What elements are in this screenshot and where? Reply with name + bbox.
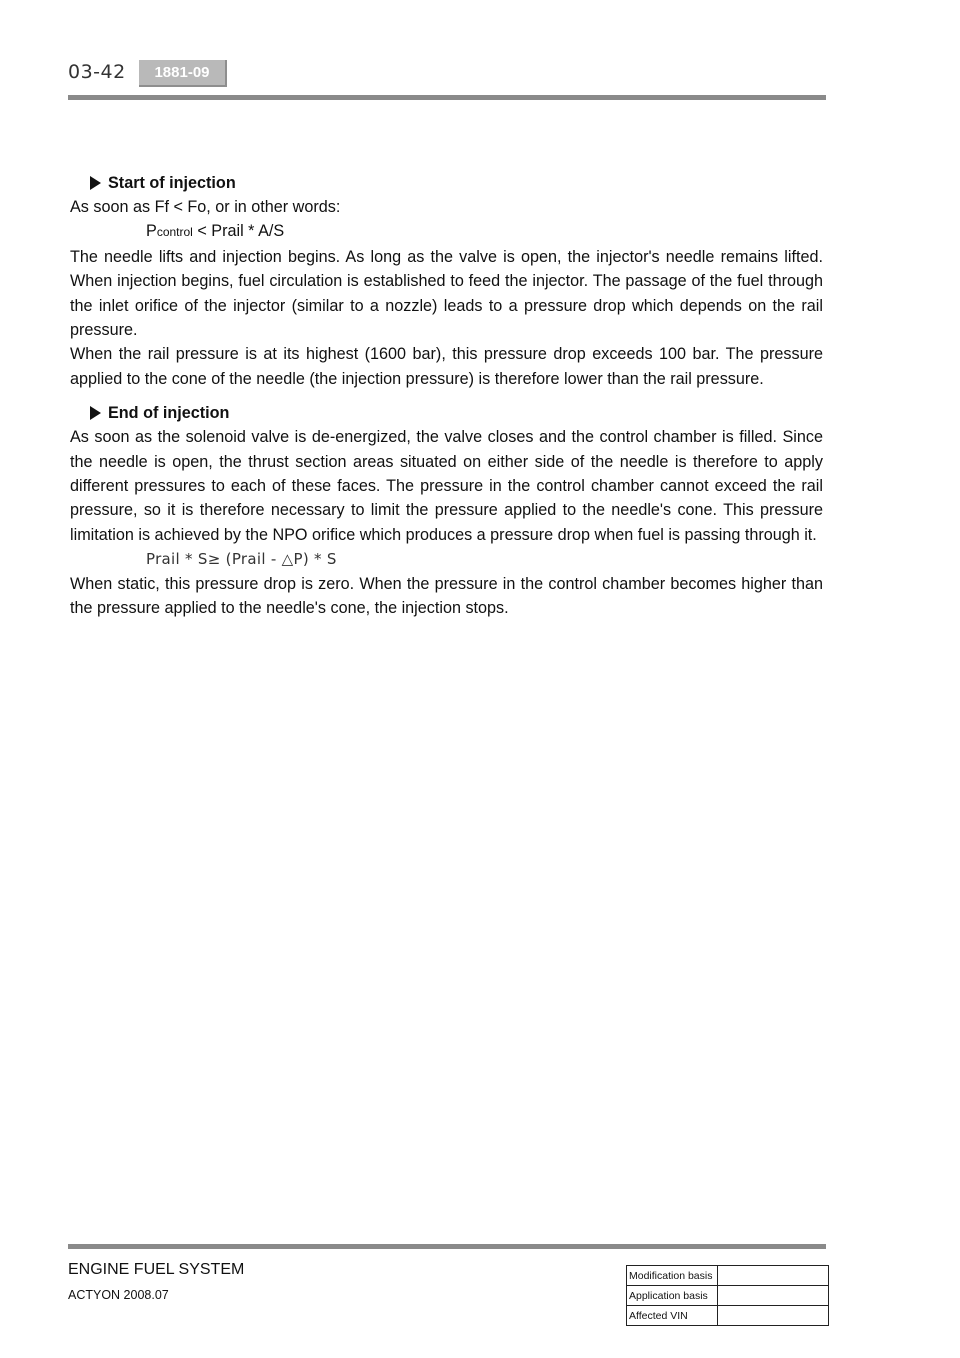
paragraph: As soon as the solenoid valve is de-energized, the valve closes and the control chamber is filled. Since the needle is open, the thrust section areas situated on either side of the needle is therefore to apply different pressures to each of these faces. The pressure in the control chamber cannot exceed the rail pressure, so it is therefore necessary to limit the pressure applied to the needle's cone. This pressure limitation is achieved by the NPO orifice which produces a pressure drop when fuel is passing through it. bbox=[70, 428, 823, 544]
triangle-bullet-icon bbox=[90, 176, 101, 190]
section-heading-start-of-injection bbox=[90, 171, 823, 195]
table-row bbox=[627, 1286, 829, 1306]
intro-text: As soon as Ff < Fo, or in other words: bbox=[70, 198, 341, 216]
table-label: Modification basis bbox=[627, 1266, 718, 1286]
section-code-badge: 1881-09 bbox=[139, 60, 227, 87]
main-content bbox=[70, 171, 823, 621]
footer-model: ACTYON 2008.07 bbox=[68, 1288, 169, 1302]
triangle-bullet-icon bbox=[90, 406, 101, 420]
header-divider bbox=[68, 95, 826, 100]
modification-table bbox=[626, 1265, 829, 1326]
table-label: Affected VIN bbox=[627, 1306, 718, 1326]
paragraph: When static, this pressure drop is zero. When the pressure in the control chamber becomes higher than the pressure applied to the needle's cone, the injection stops. bbox=[70, 574, 823, 618]
footer-title: ENGINE FUEL SYSTEM bbox=[68, 1261, 245, 1278]
heading-text: Start of injection bbox=[108, 173, 236, 192]
table-label: Application basis bbox=[627, 1286, 718, 1306]
table-value bbox=[718, 1266, 829, 1286]
table-row bbox=[627, 1266, 829, 1286]
table-value bbox=[718, 1286, 829, 1306]
paragraph: The needle lifts and injection begins. As long as the valve is open, the injector's needle remains lifted. When injection begins, fuel circulation is established to feed the injector. The passage of the fuel through the inlet orifice of the injector (similar to a nozzle) leads to a pressure drop which depends on the rail pressure. bbox=[70, 247, 823, 340]
table-row bbox=[627, 1306, 829, 1326]
section-heading-end-of-injection bbox=[90, 401, 823, 425]
formula-pcontrol bbox=[70, 219, 823, 244]
footer-divider bbox=[68, 1244, 826, 1249]
formula-subscript: control bbox=[156, 225, 193, 240]
formula-rest: < Prail * A/S bbox=[192, 222, 285, 241]
formula-symbol: P bbox=[146, 222, 157, 241]
paragraph: When the rail pressure is at its highest (1600 bar), this pressure drop exceeds 100 bar. The pressure applied to the cone of the needle (the injection pressure) is therefore lower than the rail pressure. bbox=[70, 345, 823, 388]
page-number: 03-42 bbox=[68, 61, 126, 83]
table-value bbox=[718, 1306, 829, 1326]
formula-prail: Prail * S≥ (Prail - △P) * S bbox=[146, 550, 337, 569]
heading-text: End of injection bbox=[108, 404, 230, 423]
